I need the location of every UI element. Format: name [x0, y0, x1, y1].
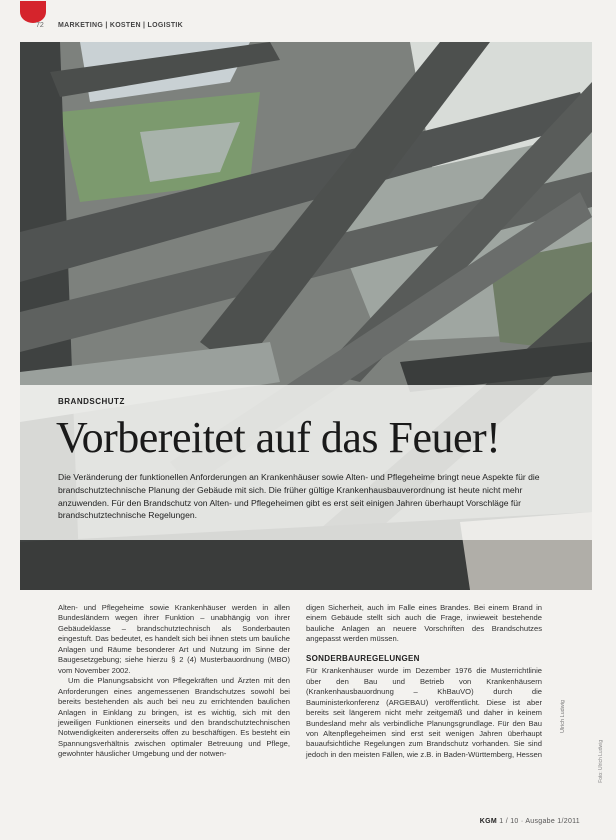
article-lead: Die Veränderung der funktionellen Anforderungen an Krankenhäuser sowie Alten- und Pflegeheime bringt neue Aspekte für die brandschutztechnische Planung der Gebäude mit sich. Die früher gültige Krankenhausbauverordnung ist heute nicht mehr anzuwenden. Für den Brandschutz von Alten- und Pflegeheimen gibt es erst seit einigen Jahren überhaupt Vorschläge für brandschutztechnische Regelungen.: [58, 472, 540, 521]
photo-credit: Ulrich Ludwig: [560, 700, 566, 734]
page-footer: [480, 818, 580, 825]
paragraph: Um die Planungsabsicht von Pflegekräften und Ärzten mit den Anforderungen eines angemessenen Brandschutzes sowohl bei bereits bestehenden als auch bei neu zu errichtenden baulichen Anlagen in Einklang zu bringen, ist es wichtig, sich mit den jeweiligen Funktionen einerseits und den brandschutztechnischen Notwendigkeiten andererseits offen zu beschäftigen. Es besteht ein Spannungsverhältnis zwischen optimaler Betreuung und Pflege, gewohnter häuslicher Umgebung und der notwen-: [58, 676, 290, 759]
page-header: [0, 0, 616, 40]
text-column-right: [306, 603, 542, 760]
paragraph: Alten- und Pflegeheime sowie Krankenhäuser werden in allen Bundesländern wegen ihrer Funktion – unabhängig von ihrer Gebäudeklasse – brandschutztechnisch als Sonderbauten eingestuft. Das bedeutet, es handelt sich bei ihnen stets um bauliche Anlagen und Räume besonderer Art und Nutzung im Sinne der Baugesetzgebung; siehe hierzu § 2 (4) Musterbauordnung (MBO) vom November 2002.: [58, 603, 290, 675]
page-number: 72: [36, 22, 44, 29]
article-headline: Vorbereitet auf das Feuer!: [56, 413, 501, 462]
paragraph: digen Sicherheit, auch im Falle eines Brandes. Bei einem Brand in einem Gebäude stellt sich auch die Frage, inwieweit bestehende bauliche Anlagen an neuere Vorschriften des Brandschutzes angepasst werden müssen.: [306, 603, 542, 644]
text-column-left: [58, 603, 290, 760]
red-tab-marker: [20, 1, 46, 23]
photo-credit-secondary: Foto: Ulrich Ludwig: [598, 740, 604, 783]
article-kicker: BRANDSCHUTZ: [58, 397, 125, 406]
footer-issue: 1 / 10 · Ausgabe 1/2011: [499, 818, 580, 825]
section-title: MARKETING | KOSTEN | LOGISTIK: [58, 22, 184, 29]
footer-brand: KGM: [479, 818, 498, 825]
paragraph: Für Krankenhäuser wurde im Dezember 1976 die Musterrichtlinie über den Bau und Betrieb von Krankenhäusern (Krankenhausbauordnung – KhBauVO) durch die Bauministerkonferenz (ARGEBAU) veröffentlicht. Diese ist aber bereits seit längerem nicht mehr zeitgemäß und daher in keinem Bundesland mehr als verbindliche Planungsgrundlage. Für den Bau von Altenpflegeheimen sind erst seit wenigen Jahren überhaupt bauaufsichtliche Regelungen zum Brandschutz vorhanden. Sie sind jedoch in den meisten Fällen, wie z.B. in Baden-Württemberg, Hessen: [306, 666, 542, 759]
subheading: SONDERBAUREGELUNGEN: [306, 653, 420, 663]
